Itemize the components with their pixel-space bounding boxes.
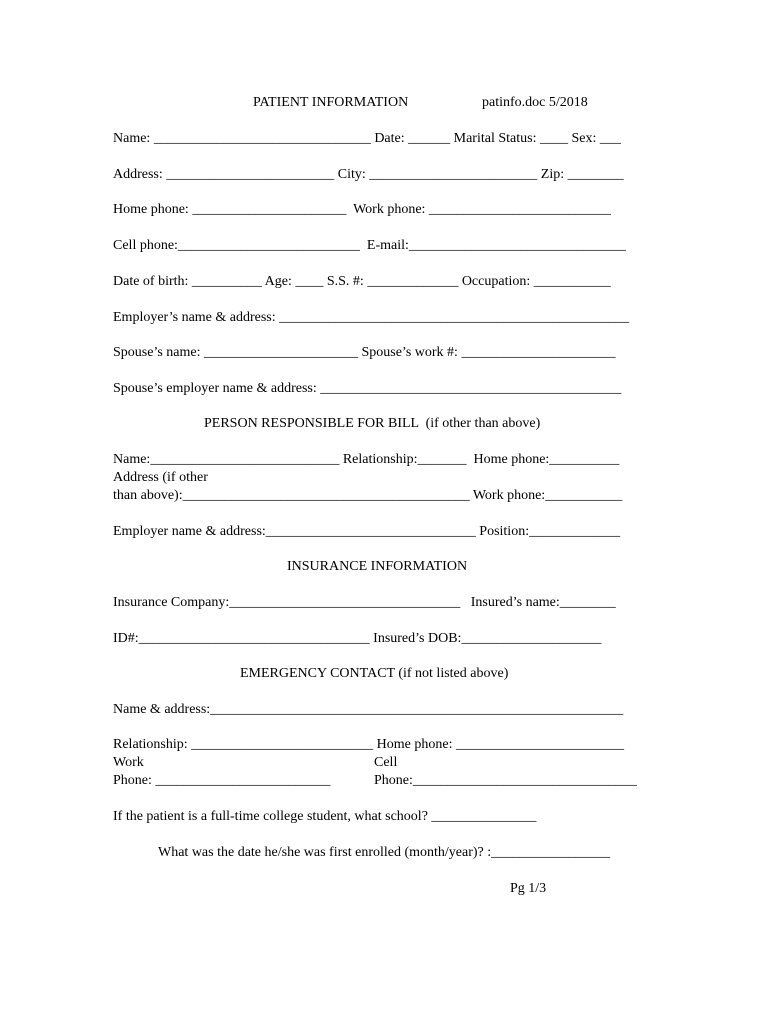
emergency-cell-phone-field[interactable]: Phone:________________________________ xyxy=(374,773,637,788)
emergency-work-label: Work xyxy=(113,755,144,770)
employer-name-address-field[interactable]: Employer’s name & address: __________________________________________________ xyxy=(113,310,630,325)
insurance-company-insured-name-fields[interactable]: Insurance Company:_________________________________ Insured’s name:________ xyxy=(113,595,616,610)
emergency-work-phone-field[interactable]: Phone: _________________________ xyxy=(113,773,331,788)
responsible-address-work-phone-fields[interactable]: than above):_________________________________________ Work phone:___________ xyxy=(113,488,623,503)
responsible-address-label: Address (if other xyxy=(113,470,208,485)
emergency-cell-label: Cell xyxy=(374,755,398,770)
emergency-relationship-home-phone-fields[interactable]: Relationship: __________________________ Home phone: ________________________ xyxy=(113,737,624,752)
patient-home-work-phone-fields[interactable]: Home phone: ______________________ Work phone: __________________________ xyxy=(113,202,611,217)
patient-cell-email-fields[interactable]: Cell phone:__________________________ E-mail:_______________________________ xyxy=(113,238,626,253)
student-enrollment-date-field[interactable]: What was the date he/she was first enrolled (month/year)? :_________________ xyxy=(158,845,611,860)
emergency-contact-heading: EMERGENCY CONTACT (if not listed above) xyxy=(240,666,509,681)
page-number: Pg 1/3 xyxy=(510,881,547,896)
patient-address-city-zip-fields[interactable]: Address: ________________________ City: ________________________ Zip: ________ xyxy=(113,167,624,182)
insurance-heading: INSURANCE INFORMATION xyxy=(287,559,468,574)
responsible-employer-position-fields[interactable]: Employer name & address:______________________________ Position:_____________ xyxy=(113,524,621,539)
patient-name-date-marital-sex-fields[interactable]: Name: _______________________________ Date: ______ Marital Status: ____ Sex: ___ xyxy=(113,131,621,146)
insurance-id-insured-dob-fields[interactable]: ID#:_________________________________ Insured’s DOB:____________________ xyxy=(113,631,602,646)
emergency-name-address-field[interactable]: Name & address:___________________________________________________________ xyxy=(113,702,624,717)
spouse-employer-field[interactable]: Spouse’s employer name & address: ___________________________________________ xyxy=(113,381,622,396)
page-title: PATIENT INFORMATION xyxy=(253,95,409,110)
patient-dob-age-ss-occupation-fields[interactable]: Date of birth: __________ Age: ____ S.S. #: _____________ Occupation: ___________ xyxy=(113,274,611,289)
document-reference: patinfo.doc 5/2018 xyxy=(482,95,588,110)
responsible-party-heading: PERSON RESPONSIBLE FOR BILL (if other than above) xyxy=(204,416,541,431)
spouse-name-work-fields[interactable]: Spouse’s name: ______________________ Spouse’s work #: ______________________ xyxy=(113,345,616,360)
responsible-name-relationship-phone-fields[interactable]: Name:___________________________ Relationship:_______ Home phone:__________ xyxy=(113,452,620,467)
student-school-field[interactable]: If the patient is a full-time college student, what school? _______________ xyxy=(113,809,537,824)
